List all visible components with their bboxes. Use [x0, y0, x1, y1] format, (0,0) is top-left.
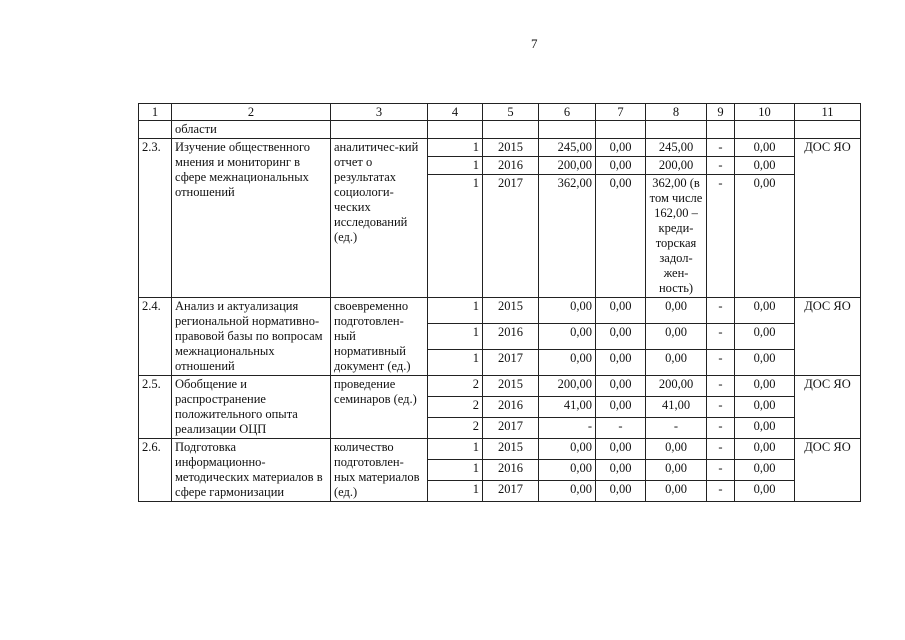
cell-c9: - — [707, 350, 735, 376]
empty-cell — [795, 121, 861, 139]
cell-c6: 200,00 — [539, 157, 596, 175]
table-row — [139, 439, 861, 460]
header-cell: 3 — [331, 104, 428, 121]
cell-c7: 0,00 — [596, 350, 646, 376]
table-row — [139, 139, 861, 157]
empty-cell — [428, 121, 483, 139]
item-executor: ДОС ЯО — [795, 139, 861, 298]
cell-c10: 0,00 — [735, 460, 795, 481]
header-cell: 6 — [539, 104, 596, 121]
cell-c8: 362,00 (в том числе 162,00 – креди-торская задол-жен-ность) — [646, 175, 707, 298]
cell-c10: 0,00 — [735, 376, 795, 397]
empty-cell — [646, 121, 707, 139]
cell-year: 2016 — [483, 460, 539, 481]
header-row — [139, 104, 861, 121]
cell-year: 2017 — [483, 481, 539, 502]
cell-year: 2017 — [483, 350, 539, 376]
cell-year: 2017 — [483, 418, 539, 439]
cell-c7: 0,00 — [596, 481, 646, 502]
cell-year: 2016 — [483, 397, 539, 418]
cell-c6: 0,00 — [539, 460, 596, 481]
header-cell: 11 — [795, 104, 861, 121]
empty-cell — [539, 121, 596, 139]
cell-qty: 1 — [428, 139, 483, 157]
header-cell: 8 — [646, 104, 707, 121]
cell-c8: 200,00 — [646, 157, 707, 175]
cell-c10: 0,00 — [735, 439, 795, 460]
item-executor: ДОС ЯО — [795, 298, 861, 376]
cell-year: 2016 — [483, 324, 539, 350]
cell-qty: 1 — [428, 460, 483, 481]
cell-c10: 0,00 — [735, 157, 795, 175]
empty-cell — [735, 121, 795, 139]
cell-c7: 0,00 — [596, 439, 646, 460]
cell-c8: 0,00 — [646, 324, 707, 350]
item-executor: ДОС ЯО — [795, 376, 861, 439]
cell-c10: 0,00 — [735, 175, 795, 298]
cell-c7: 0,00 — [596, 397, 646, 418]
empty-cell — [707, 121, 735, 139]
item-number: 2.4. — [139, 298, 172, 376]
cell-c8: 0,00 — [646, 481, 707, 502]
item-name: Анализ и актуализация региональной нормативно-правовой базы по вопросам межнациональных отношений — [172, 298, 331, 376]
cell-c9: - — [707, 397, 735, 418]
header-cell: 10 — [735, 104, 795, 121]
empty-cell — [331, 121, 428, 139]
cell-c8: - — [646, 418, 707, 439]
cell-c9: - — [707, 324, 735, 350]
header-cell: 1 — [139, 104, 172, 121]
cell-c6: 200,00 — [539, 376, 596, 397]
cell-year: 2015 — [483, 139, 539, 157]
cell-c8: 0,00 — [646, 298, 707, 324]
cell-c8: 200,00 — [646, 376, 707, 397]
item-indicator: проведение семинаров (ед.) — [331, 376, 428, 439]
header-cell: 7 — [596, 104, 646, 121]
cell-c6: - — [539, 418, 596, 439]
cell-qty: 1 — [428, 350, 483, 376]
cell-c9: - — [707, 418, 735, 439]
cell-year: 2015 — [483, 376, 539, 397]
cell-c7: - — [596, 418, 646, 439]
empty-cell — [139, 121, 172, 139]
item-name: Изучение общественного мнения и мониторинг в сфере межнациональных отношений — [172, 139, 331, 298]
cell-c10: 0,00 — [735, 350, 795, 376]
cell-c9: - — [707, 139, 735, 157]
header-cell: 9 — [707, 104, 735, 121]
empty-cell — [596, 121, 646, 139]
cell-c9: - — [707, 157, 735, 175]
cell-c8: 245,00 — [646, 139, 707, 157]
cell-c6: 0,00 — [539, 324, 596, 350]
program-table — [138, 103, 861, 502]
item-indicator: количество подготовлен-ных материалов (ед.) — [331, 439, 428, 502]
item-number: 2.5. — [139, 376, 172, 439]
header-cell: 5 — [483, 104, 539, 121]
cell-c8: 0,00 — [646, 439, 707, 460]
cell-c6: 362,00 — [539, 175, 596, 298]
cell-c10: 0,00 — [735, 139, 795, 157]
cell-qty: 2 — [428, 376, 483, 397]
cell-c9: - — [707, 175, 735, 298]
cell-year: 2015 — [483, 439, 539, 460]
cell-c6: 0,00 — [539, 298, 596, 324]
continuation-text: области — [172, 121, 331, 139]
cell-c10: 0,00 — [735, 481, 795, 502]
cell-c6: 0,00 — [539, 350, 596, 376]
cell-year: 2015 — [483, 298, 539, 324]
cell-c10: 0,00 — [735, 324, 795, 350]
cell-c6: 0,00 — [539, 481, 596, 502]
cell-qty: 2 — [428, 418, 483, 439]
cell-qty: 1 — [428, 481, 483, 502]
cell-c7: 0,00 — [596, 460, 646, 481]
cell-c6: 0,00 — [539, 439, 596, 460]
cell-c9: - — [707, 298, 735, 324]
item-name: Подготовка информационно-методических материалов в сфере гармонизации — [172, 439, 331, 502]
cell-c7: 0,00 — [596, 139, 646, 157]
cell-c6: 245,00 — [539, 139, 596, 157]
table-row — [139, 376, 861, 397]
cell-c9: - — [707, 439, 735, 460]
cell-qty: 1 — [428, 157, 483, 175]
cell-year: 2016 — [483, 157, 539, 175]
cell-c9: - — [707, 376, 735, 397]
header-cell: 4 — [428, 104, 483, 121]
cell-c9: - — [707, 460, 735, 481]
cell-c6: 41,00 — [539, 397, 596, 418]
cell-c8: 0,00 — [646, 460, 707, 481]
item-number: 2.6. — [139, 439, 172, 502]
cell-qty: 1 — [428, 439, 483, 460]
cell-c7: 0,00 — [596, 157, 646, 175]
cell-qty: 1 — [428, 324, 483, 350]
cell-c9: - — [707, 481, 735, 502]
cell-c7: 0,00 — [596, 175, 646, 298]
cell-c10: 0,00 — [735, 298, 795, 324]
item-name: Обобщение и распространение положительного опыта реализации ОЦП — [172, 376, 331, 439]
item-indicator: своевременно подготовлен-ный нормативный документ (ед.) — [331, 298, 428, 376]
empty-cell — [483, 121, 539, 139]
header-cell: 2 — [172, 104, 331, 121]
cell-qty: 1 — [428, 298, 483, 324]
item-number: 2.3. — [139, 139, 172, 298]
cell-qty: 2 — [428, 397, 483, 418]
cell-c10: 0,00 — [735, 397, 795, 418]
cell-c7: 0,00 — [596, 324, 646, 350]
table-row — [139, 298, 861, 324]
page-number: 7 — [531, 36, 538, 51]
continuation-row — [139, 121, 861, 139]
item-indicator: аналитичес-кий отчет о результатах социологи-ческих исследований (ед.) — [331, 139, 428, 298]
cell-c7: 0,00 — [596, 376, 646, 397]
cell-c7: 0,00 — [596, 298, 646, 324]
cell-c8: 41,00 — [646, 397, 707, 418]
cell-qty: 1 — [428, 175, 483, 298]
cell-c8: 0,00 — [646, 350, 707, 376]
cell-c10: 0,00 — [735, 418, 795, 439]
cell-year: 2017 — [483, 175, 539, 298]
item-executor: ДОС ЯО — [795, 439, 861, 502]
